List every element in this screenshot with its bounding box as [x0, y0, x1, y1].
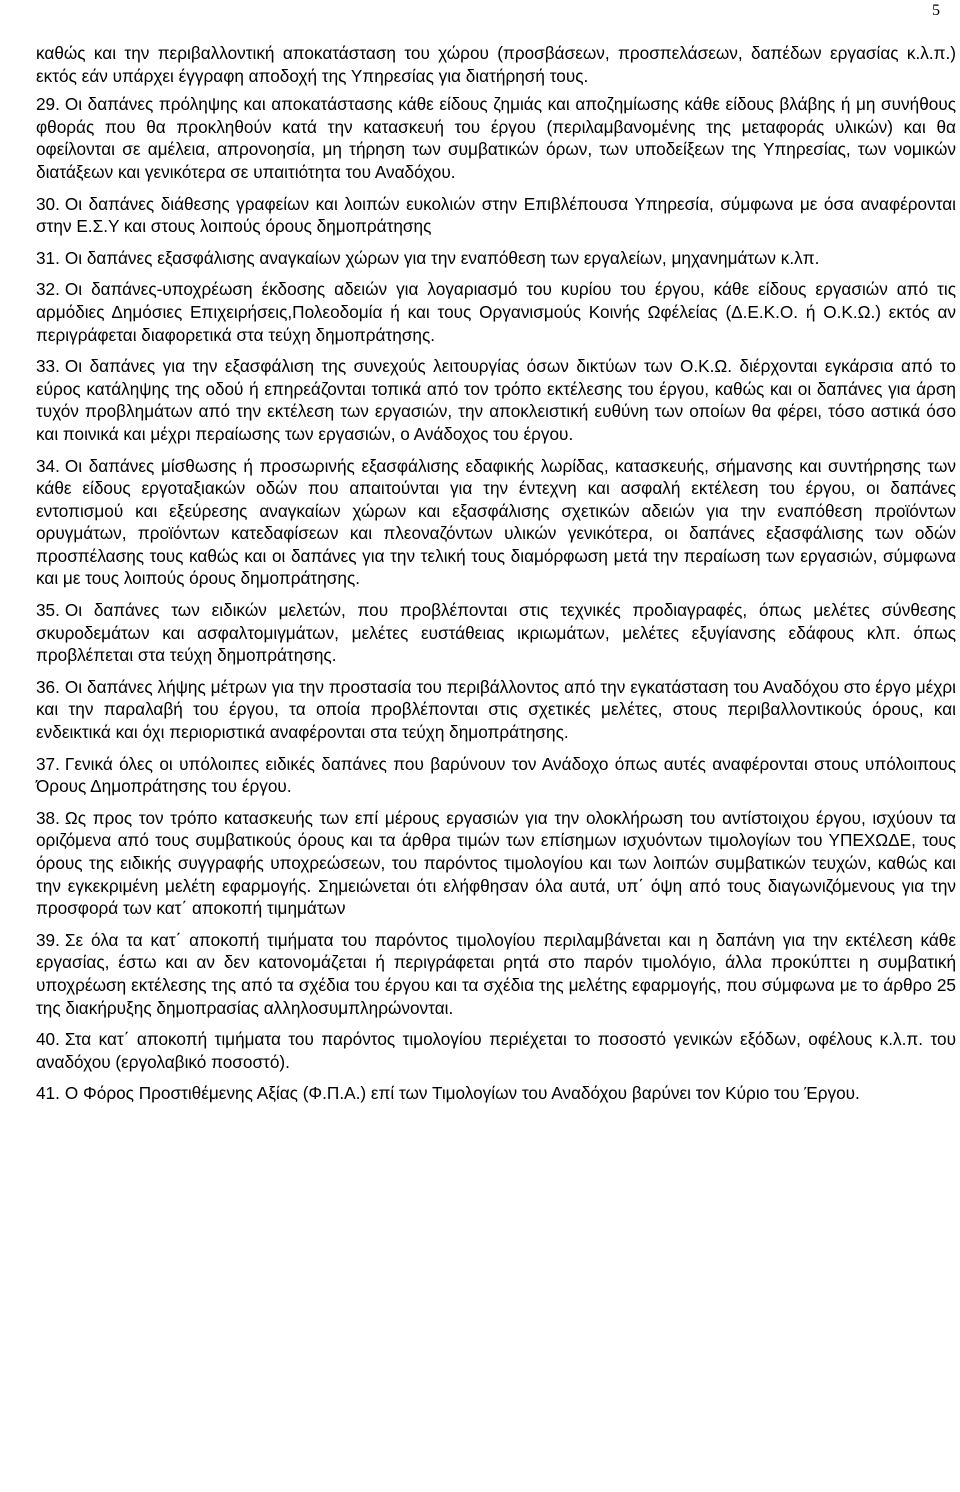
list-item — [36, 278, 956, 346]
list-item — [36, 93, 956, 183]
list-item — [36, 1028, 956, 1073]
list-item — [36, 807, 956, 920]
list-item — [36, 676, 956, 744]
item-number: 32. — [36, 279, 60, 300]
list-item — [36, 929, 956, 1019]
list-item — [36, 355, 956, 445]
item-text: Οι δαπάνες λήψης μέτρων για την προστασία του περιβάλλοντος από την εγκατάσταση του Αναδόχου στο έργο μέχρι και την παραλαβή του έργου, τα οποία προβλέπονται στις σχετικές μελέτες, στους περιβαλλοντικούς όρους, και ενδεικτικά και όχι περιοριστικά αναφέρονται στα τεύχη δημοπράτησης. — [36, 676, 956, 743]
item-number: 33. — [36, 356, 60, 377]
item-text: Οι δαπάνες μίσθωσης ή προσωρινής εξασφάλισης εδαφικής λωρίδας, κατασκευής, σήμανσης και συντήρησης των κάθε είδους εργοταξιακών οδών που απαιτούνται για την έντεχνη και ασφαλή εκτέλεση του έργου, οι δαπάνες εντοπισμού και εξεύρεσης αναγκαίων χώρων και εξασφάλισης σχετικών αδειών για την εναπόθεση προϊόντων ορυγμάτων, προϊόντων κατεδαφίσεων και πλεοναζόντων υλικών γενικότερα, οι δαπάνες εξασφάλισης των οδών προσπέλασης τους καθώς και οι δαπάνες για την τελική τους διαμόρφωση μετά την περαίωση των εργασιών, σύμφωνα και με τους λοιπούς όρους δημοπράτησης. — [36, 455, 956, 589]
item-number: 36. — [36, 676, 60, 697]
item-number: 37. — [36, 753, 60, 774]
list-item — [36, 1082, 956, 1105]
item-number: 34. — [36, 455, 60, 476]
item-text: Οι δαπάνες των ειδικών μελετών, που προβλέπονται στις τεχνικές προδιαγραφές, όπως μελέτες σύνθεσης σκυροδεμάτων και ασφαλτομιγμάτων, μελέτες ευστάθειας ικριωμάτων, μελέτες εξυγίανσης εδάφους κλπ. όπως προβλέπεται στα τεύχη δημοπράτησης. — [36, 600, 956, 666]
item-text: Οι δαπάνες-υποχρέωση έκδοσης αδειών για λογαριασμό του κυρίου του έργου, κάθε είδους εργασιών από τις αρμόδιες Δημόσιες Επιχειρήσεις,Πολεοδομία ή και τους Οργανισμούς Κοινής Ωφέλείας (Δ.Ε.Κ.Ο. ή Ο.Κ.Ω.) εκτός αν περιγράφεται διαφορετικά στα τεύχη δημοπράτησης. — [36, 279, 956, 345]
item-text: Ως προς τον τρόπο κατασκευής των επί μέρους εργασιών για την ολοκλήρωση του αντίστοιχου έργου, ισχύουν τα οριζόμενα από τους συμβατικούς όρους και τα άρθρα τιμών των επίσημων ισχυόντων τιμολογίων του ΥΠΕΧΩΔΕ, τους όρους της ειδικής συγγραφής υποχρεώσεων, του παρόντος τιμολογίου και των λοιπών συμβατικών τευχών, καθώς και την εγκεκριμένη μελέτη εφαρμογής. Σημειώνεται ότι ελήφθησαν όλα αυτά, υπ΄ όψη από τους διαγωνιζόμενους για την προσφορά των κατ΄ αποκοπή τιμημάτων — [36, 807, 956, 919]
item-number: 41. — [36, 1083, 60, 1104]
item-text: Οι δαπάνες διάθεσης γραφείων και λοιπών ευκολιών στην Επιβλέπουσα Υπηρεσία, σύμφωνα με όσα αναφέρονται στην Ε.Σ.Υ και στους λοιπούς όρους δημοπράτησης — [36, 193, 956, 237]
item-text: Οι δαπάνες για την εξασφάλιση της συνεχούς λειτουργίας όσων δικτύων των Ο.Κ.Ω. διέρχονται εγκάρσια από το εύρος κατάληψης της οδού ή επηρεάζονται τοπικά από τον τρόπο εκτέλεσης του έργου, καθώς και οι δαπάνες για άρση τυχόν προβλημάτων από την εκτέλεση των εργασιών, την αποκλειστική ευθύνη των οποίων θα φέρει, τόσο αστικά όσο και ποινικά και μέχρι περαίωσης των εργασιών, ο Ανάδοχος του έργου. — [36, 356, 956, 444]
item-number: 30. — [36, 193, 60, 214]
item-number: 35. — [36, 600, 60, 621]
intro-paragraph: καθώς και την περιβαλλοντική αποκατάσταση του χώρου (προσβάσεων, προσπελάσεων, δαπέδων εργασίας κ.λ.π.) εκτός εάν υπάρχει έγγραφη αποδοχή της Υπηρεσίας για διατήρησή τους. — [36, 43, 956, 86]
list-item — [36, 247, 956, 270]
list-item — [36, 753, 956, 798]
item-text: Σε όλα τα κατ΄ αποκοπή τιμήματα του παρόντος τιμολογίου περιλαμβάνεται και η δαπάνη για την εκτέλεση κάθε εργασίας, έστω και αν δεν κατονομάζεται ή περιγράφεται ρητά στο παρόν τιμολόγιο, άλλα προκύπτει η συμβατική υποχρέωση εκτέλεσης της από τα σχέδια του έργου και τα σχέδια της μελέτης εφαρμογής, που σύμφωνα με το άρθρο 25 της διακήρυξης δημοπρασίας αλληλοσυμπληρώνονται. — [36, 929, 956, 1018]
item-number: 40. — [36, 1029, 60, 1050]
item-number: 38. — [36, 807, 60, 828]
item-text: Ο Φόρος Προστιθέμενης Αξίας (Φ.Π.Α.) επί των Τιμολογίων του Αναδόχου βαρύνει τον Κύριο του Έργου. — [64, 1083, 860, 1104]
item-text: Γενικά όλες οι υπόλοιπες ειδικές δαπάνες που βαρύνουν τον Ανάδοχο όπως αυτές αναφέρονται στους υπόλοιπους Όρους Δημοπράτησης του έργου. — [36, 753, 956, 797]
item-number: 39. — [36, 929, 60, 950]
item-text: Στα κατ΄ αποκοπή τιμήματα του παρόντος τιμολογίου περιέχεται το ποσοστό γενικών εξόδων, οφέλους κ.λ.π. του αναδόχου (εργολαβικό ποσοστό). — [36, 1029, 956, 1072]
item-text: Οι δαπάνες εξασφάλισης αναγκαίων χώρων για την εναπόθεση των εργαλείων, μηχανημάτων κ.λπ. — [64, 247, 820, 268]
list-item — [36, 455, 956, 591]
page-number: 5 — [932, 2, 940, 19]
list-item — [36, 599, 956, 667]
item-text: Οι δαπάνες πρόληψης και αποκατάστασης κάθε είδους ζημιάς και αποζημίωσης κάθε είδους βλάβης ή μη συνήθους φθοράς που θα προκληθούν κατά την κατασκευή του έργου (περιλαμβανομένης της μεταφοράς υλικών) και θα οφείλονται σε αμέλεια, απρονοησία, μη τήρηση των συμβατικών όρων, των υποδείξεων της Υπηρεσίας, των νομικών διατάξεων και γενικότερα σε υπαιτιότητα του Αναδόχου. — [36, 94, 956, 182]
item-number: 31. — [36, 247, 60, 268]
document-body — [36, 42, 956, 1114]
item-number: 29. — [36, 94, 60, 115]
list-item — [36, 193, 956, 238]
